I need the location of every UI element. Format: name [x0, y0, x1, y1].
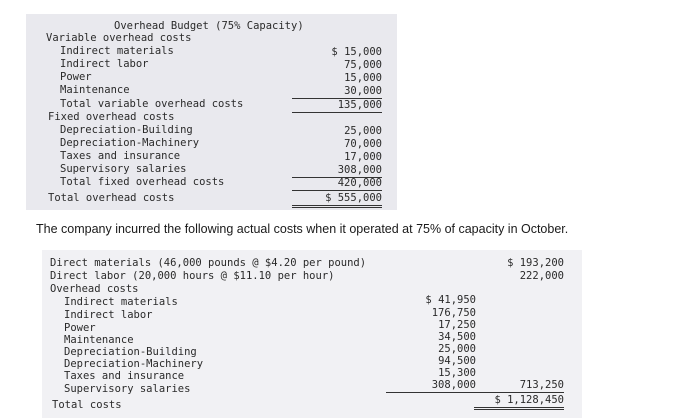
direct-labor-value: 222,000	[519, 270, 564, 282]
budget-indirect-labor-label: Indirect labor	[60, 58, 149, 70]
actual-indirect-materials-value: $ 41,950	[425, 294, 476, 306]
actual-depreciation-building-label: Depreciation-Building	[64, 346, 197, 358]
budget-supervisory-salaries-value: 308,000	[292, 164, 382, 178]
actual-maintenance-value: 34,500	[438, 331, 476, 343]
budget-title: Overhead Budget (75% Capacity)	[114, 20, 304, 32]
total-variable-value: 135,000	[292, 99, 382, 113]
actual-taxes-insurance-label: Taxes and insurance	[64, 370, 185, 382]
total-costs-value: $ 1,128,450	[474, 394, 564, 410]
budget-depreciation-building-value: 25,000	[344, 125, 382, 137]
direct-labor-label: Direct labor (20,000 hours @ $11.10 per hour)	[50, 270, 335, 282]
actual-depreciation-machinery-label: Depreciation-Machinery	[64, 358, 204, 370]
actual-power-label: Power	[64, 322, 96, 334]
actual-indirect-labor-value: 176,750	[431, 307, 476, 319]
budget-supervisory-salaries-label: Supervisory salaries	[60, 163, 187, 175]
total-fixed-value: 420,000	[292, 177, 382, 191]
actual-indirect-materials-label: Indirect materials	[64, 296, 178, 308]
fixed-header: Fixed overhead costs	[48, 111, 175, 123]
actual-taxes-insurance-value: 15,300	[438, 367, 476, 379]
budget-indirect-materials-value: $ 15,000	[331, 46, 382, 58]
actual-maintenance-label: Maintenance	[64, 334, 134, 346]
direct-materials-value: $ 193,200	[507, 257, 564, 269]
variable-header: Variable overhead costs	[46, 32, 192, 44]
budget-taxes-insurance-value: 17,000	[344, 151, 382, 163]
total-costs-label: Total costs	[52, 399, 122, 411]
total-variable-label: Total variable overhead costs	[60, 98, 244, 110]
budget-indirect-labor-value: 75,000	[344, 59, 382, 71]
budget-power-value: 15,000	[344, 72, 382, 84]
actual-indirect-labor-label: Indirect labor	[64, 309, 153, 321]
direct-materials-label: Direct materials (46,000 pounds @ $4.20 per pound)	[50, 257, 367, 269]
budget-depreciation-machinery-value: 70,000	[344, 138, 382, 150]
total-overhead-label: Total overhead costs	[48, 192, 175, 204]
overhead-header: Overhead costs	[50, 283, 139, 295]
budget-maintenance-value: 30,000	[292, 85, 382, 99]
actual-supervisory-salaries-value: 308,000	[386, 379, 476, 393]
budget-maintenance-label: Maintenance	[60, 84, 130, 96]
actual-costs-sentence: The company incurred the following actual costs when it operated at 75% of capacity in October.	[36, 222, 569, 236]
total-fixed-label: Total fixed overhead costs	[60, 176, 225, 188]
budget-depreciation-building-label: Depreciation-Building	[60, 124, 193, 136]
budget-power-label: Power	[60, 71, 92, 83]
total-overhead-value: $ 555,000	[292, 192, 382, 208]
budget-depreciation-machinery-label: Depreciation-Machinery	[60, 137, 200, 149]
actual-depreciation-building-value: 25,000	[438, 343, 476, 355]
budget-indirect-materials-label: Indirect materials	[60, 45, 174, 57]
actual-power-value: 17,250	[438, 319, 476, 331]
budget-taxes-insurance-label: Taxes and insurance	[60, 150, 181, 162]
actual-supervisory-salaries-label: Supervisory salaries	[64, 383, 191, 395]
actual-depreciation-machinery-value: 94,500	[438, 355, 476, 367]
overhead-total-value: 713,250	[474, 379, 564, 393]
